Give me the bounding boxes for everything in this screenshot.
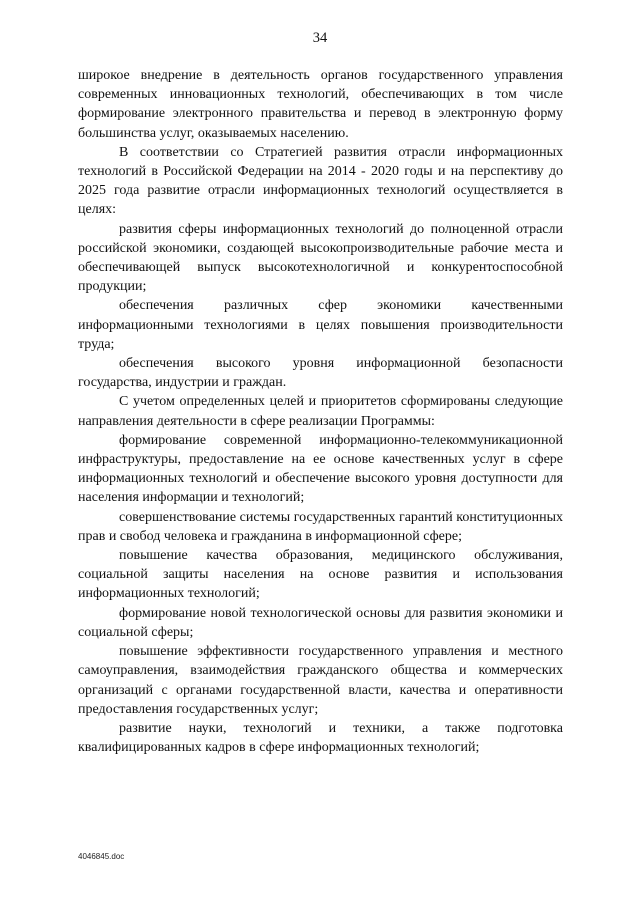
footer-file-name: 4046845.doc <box>78 852 125 861</box>
list-item-goal-2: обеспечения различных сфер экономики качественными информационными технологиями в целях повышения производительности труда; <box>78 298 563 352</box>
list-item-direction-2: совершенствование системы государственных гарантий конституционных прав и свобод человека и гражданина в информационной сфере; <box>78 509 563 544</box>
list-item-goal-3: обеспечения высокого уровня информационной безопасности государства, индустрии и граждан. <box>78 356 563 391</box>
paragraph-continuation: широкое внедрение в деятельность органов государственного управления современных инновационных технологий, обеспечивающих в том числе формирование электронного правительства и перевод в электронную форму большинства услуг, оказываемых населению. <box>78 68 563 141</box>
document-body <box>78 66 563 757</box>
list-item-direction-1: формирование современной информационно-телекоммуникационной инфраструктуры, предоставление на ее основе качественных услуг в сфере информационных технологий и обеспечение высокого уровня доступности для населения информации и технологий; <box>78 432 563 506</box>
list-item-goal-1: развития сферы информационных технологий до полноценной отрасли российской экономики, создающей высокопроизводительные рабочие места и обеспечивающей выпуск высокотехнологичной и конкурентоспособной продукции; <box>78 221 563 295</box>
list-item-direction-5: повышение эффективности государственного управления и местного самоуправления, взаимодействия гражданского общества и коммерческих организаций с органами государственной власти, качества и оперативности предоставления государственных услуг; <box>78 644 563 717</box>
paragraph-directions-intro: С учетом определенных целей и приоритетов сформированы следующие направления деятельности в сфере реализации Программы: <box>78 394 563 429</box>
paragraph-strategy-intro: В соответствии со Стратегией развития отрасли информационных технологий в Российской Федерации на 2014 - 2020 годы и на перспективу до 2025 года развитие отрасли информационных технологий осуществляется в целях: <box>78 144 563 218</box>
list-item-direction-3: повышение качества образования, медицинского обслуживания, социальной защиты населения на основе развития и использования информационных технологий; <box>78 548 563 602</box>
list-item-direction-6: развитие науки, технологий и техники, а также подготовка квалифицированных кадров в сфере информационных технологий; <box>78 720 563 756</box>
page-number: 34 <box>312 30 328 46</box>
list-item-direction-4: формирование новой технологической основы для развития экономики и социальной сферы; <box>78 605 563 640</box>
